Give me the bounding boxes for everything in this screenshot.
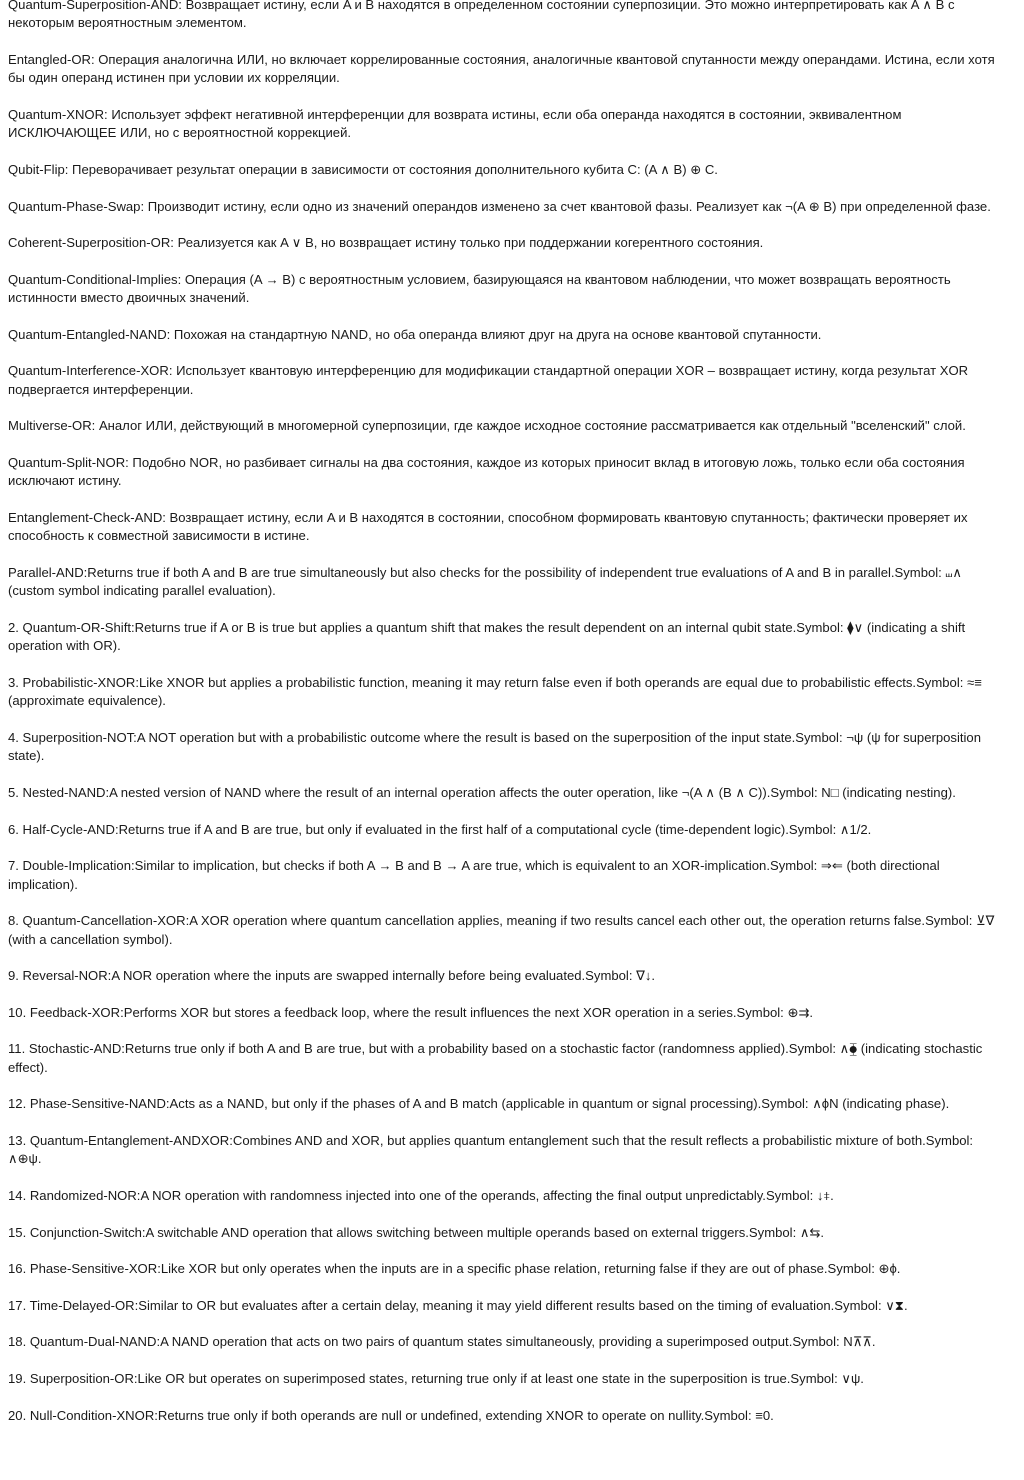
paragraph-conjunction-switch: 15. Conjunction-Switch:A switchable AND operation that allows switching between multiple operands based on external triggers.Symbol: ∧⇆. <box>8 1224 825 1240</box>
paragraph-multiverse-or: Multiverse-OR: Аналог ИЛИ, действующий в многомерной суперпозиции, где каждое исходное состояние рассматривается как отдельный "вселенский" слой. <box>8 418 966 434</box>
paragraph-entanglement-check-and: Entanglement-Check-AND: Возвращает истину, если A и B находятся в состоянии, способном формировать квантовую спутанность; фактически проверяет их способность к совместной зависимости в истине. <box>8 509 968 544</box>
paragraph-double-implication: 7. Double-Implication:Similar to implication, but checks if both A → B and B → A are true, which is equivalent to an XOR-implication.Symbol: ⇒⇐ (both directional implication). <box>8 858 940 892</box>
paragraph-quantum-xnor: Quantum-XNOR: Использует эффект негативной интерференции для возврата истины, если оба операнда находятся в состоянии, эквивалентном ИСКЛЮЧАЮЩЕЕ ИЛИ, но с вероятностной коррекцией. <box>8 107 902 141</box>
paragraph-entangled-or: Entangled-OR: Операция аналогична ИЛИ, но включает коррелированные состояния, аналогичные квантовой спутанности между операндами. Истина, если хотя бы один операнд истинен при условии их корреляции. <box>8 52 995 86</box>
paragraph-superposition-not: 4. Superposition-NOT:A NOT operation but with a probabilistic outcome where the result is based on the superposition of the input state.Symbol: ¬ψ (ψ for superposition state). <box>8 729 981 764</box>
paragraph-quantum-conditional-implies: Quantum-Conditional-Implies: Операция (A → B) с вероятностным условием, базирующаяся на квантовом наблюдении, что может возвращать вероятность истинности вместо двоичных значений. <box>8 271 951 306</box>
paragraph-reversal-nor: 9. Reversal-NOR:A NOR operation where the inputs are swapped internally before being evaluated.Symbol: ∇↓. <box>8 968 656 984</box>
document-body <box>8 0 1004 1443</box>
paragraph-probabilistic-xnor: 3. Probabilistic-XNOR:Like XNOR but applies a probabilistic function, meaning it may return false even if both operands are equal due to probabilistic effects.Symbol: ≈≡ (approximate equivalence). <box>8 674 982 709</box>
paragraph-qubit-flip: Qubit-Flip: Переворачивает результат операции в зависимости от состояния дополнительного кубита C: (A ∧ B) ⊕ C. <box>8 162 718 177</box>
paragraph-superposition-or: 19. Superposition-OR:Like OR but operates on superimposed states, returning true only if at least one state in the superposition is true.Symbol: ∨ψ. <box>8 1370 864 1386</box>
paragraph-quantum-interference-xor: Quantum-Interference-XOR: Использует квантовую интерференцию для модификации стандартной операции XOR – возвращает истину, когда результат XOR подвергается интерференции. <box>8 363 969 397</box>
paragraph-quantum-phase-swap: Quantum-Phase-Swap: Производит истину, если одно из значений операндов изменено за счет квантовой фазы. Реализует как ¬(A ⊕ B) при определенной фазе. <box>8 198 991 214</box>
paragraph-phase-sensitive-xor: 16. Phase-Sensitive-XOR:Like XOR but only operates when the inputs are in a specific phase relation, returning false if they are out of phase.Symbol: ⊕ϕ. <box>8 1261 901 1277</box>
paragraph-quantum-dual-nand: 18. Quantum-Dual-NAND:A NAND operation that acts on two pairs of quantum states simultaneously, providing a superimposed output.Symbol: N⊼⊼. <box>8 1334 876 1350</box>
paragraph-quantum-cancellation-xor: 8. Quantum-Cancellation-XOR:A XOR operation where quantum cancellation applies, meaning if two results cancel each other out, the operation returns false.Symbol: ⊻∇ (with a cancellation symbol). <box>8 913 995 947</box>
paragraph-quantum-entangled-nand: Quantum-Entangled-NAND: Похожая на стандартную NAND, но оба операнда влияют друг на друга на основе квантовой спутанности. <box>8 326 822 342</box>
paragraph-coherent-superposition-or: Coherent-Superposition-OR: Реализуется как A ∨ B, но возвращает истину только при поддержании когерентного состояния. <box>8 235 764 251</box>
paragraph-time-delayed-or: 17. Time-Delayed-OR:Similar to OR but evaluates after a certain delay, meaning it may yield different results based on the timing of evaluation.Symbol: ∨⧗. <box>8 1297 908 1313</box>
paragraph-quantum-superposition-and: Quantum-Superposition-AND: Возвращает истину, если A и B находятся в определенном состоянии суперпозиции. Это можно интерпретировать как A ∧ B с некоторым вероятностным элементом. <box>8 0 955 31</box>
paragraph-randomized-nor: 14. Randomized-NOR:A NOR operation with randomness injected into one of the operands, affecting the final output unpredictably.Symbol: ↓⧧. <box>8 1187 834 1203</box>
paragraph-stochastic-and: 11. Stochastic-AND:Returns true only if both A and B are true, but with a probability based on a stochastic factor (randomness applied).Symbol: ∧⧳ (indicating stochastic effect). <box>8 1041 983 1075</box>
paragraph-null-condition-xnor: 20. Null-Condition-XNOR:Returns true only if both operands are null or undefined, extending XNOR to operate on nullity.Symbol: ≡0. <box>8 1407 774 1423</box>
paragraph-quantum-entanglement-andxor: 13. Quantum-Entanglement-ANDXOR:Combines AND and XOR, but applies quantum entanglement such that the result reflects a probabilistic mixture of both.Symbol: ∧⊕ψ. <box>8 1132 974 1167</box>
paragraph-nested-nand: 5. Nested-NAND:A nested version of NAND where the result of an internal operation affects the outer operation, like ¬(A ∧ (B ∧ C)).Symbol: N□ (indicating nesting). <box>8 784 956 800</box>
paragraph-feedback-xor: 10. Feedback-XOR:Performs XOR but stores a feedback loop, where the result influences the next XOR operation in a series.Symbol: ⊕⇉. <box>8 1004 814 1020</box>
paragraph-quantum-or-shift: 2. Quantum-OR-Shift:Returns true if A or B is true but applies a quantum shift that makes the result dependent on an internal qubit state.Symbol: ⧫∨ (indicating a shift operation with OR). <box>8 619 966 654</box>
paragraph-phase-sensitive-nand: 12. Phase-Sensitive-NAND:Acts as a NAND, but only if the phases of A and B match (applicable in quantum or signal processing).Symbol: ∧ϕN (indicating phase). <box>8 1096 950 1112</box>
paragraph-half-cycle-and: 6. Half-Cycle-AND:Returns true if A and B are true, but only if evaluated in the first half of a computational cycle (time-dependent logic).Symbol: ∧1/2. <box>8 821 872 837</box>
paragraph-parallel-and: Parallel-AND:Returns true if both A and B are true simultaneously but also checks for the possibility of independent true evaluations of A and B in parallel.Symbol: ⧢∧ (custom symbol indicating parallel evaluation). <box>8 564 962 599</box>
paragraph-quantum-split-nor: Quantum-Split-NOR: Подобно NOR, но разбивает сигналы на два состояния, каждое из которых приносит вклад в итоговую ложь, только если оба состояния исключают истину. <box>8 454 965 489</box>
